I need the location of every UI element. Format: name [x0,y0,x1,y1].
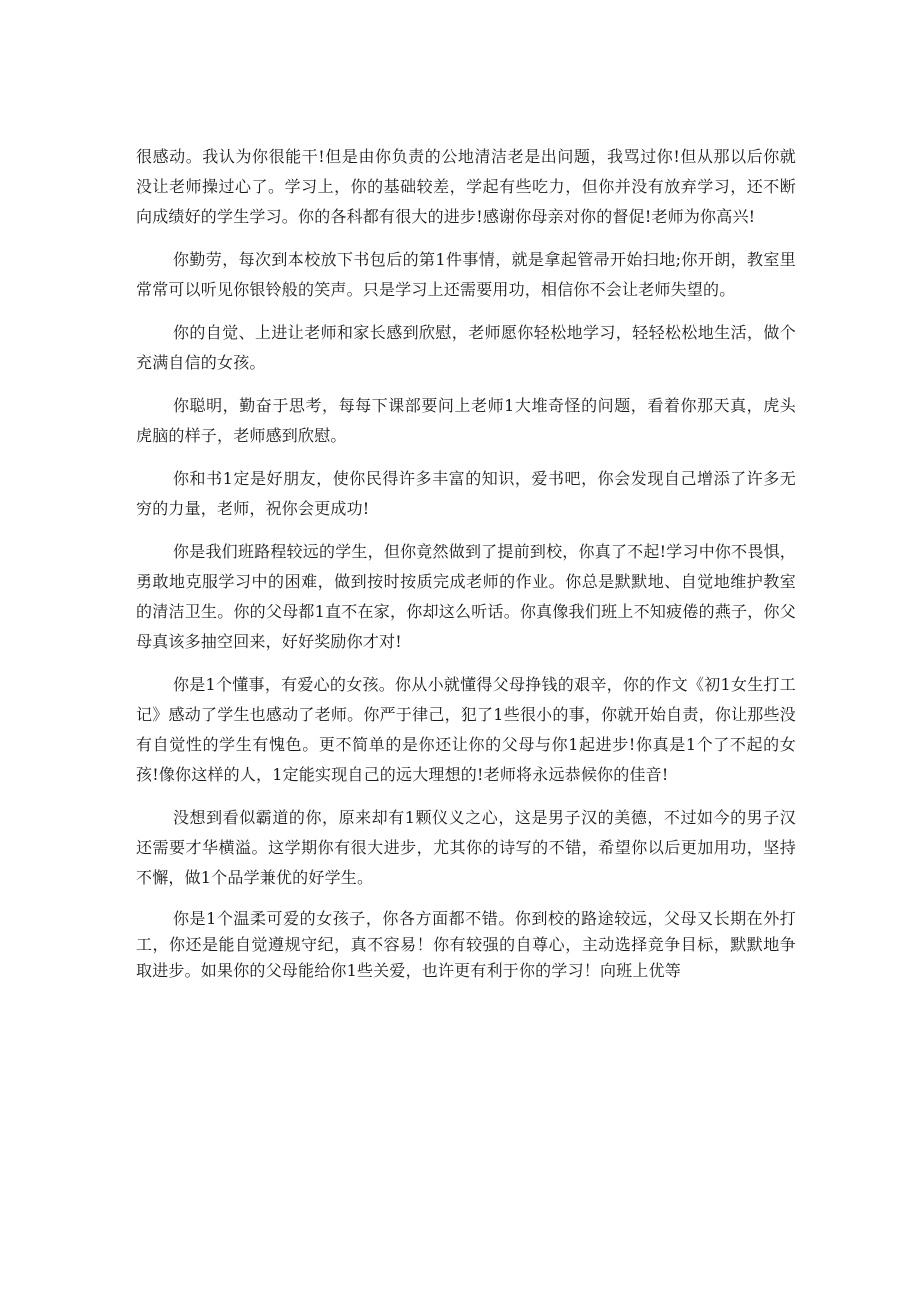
paragraph-9: 你是1个温柔可爱的女孩子，你各方面都不错。你到校的路途较远，父母又长期在外打工，你还是能自觉遵规守纪，真不容易！你有较强的自尊心，主动选择竞争目标，默默地争取进步。如果你的父母能给你1些关爱，也许更有利于你的学习！向班上优等 [136,909,796,980]
paragraph-3: 你的自觉、上进让老师和家长感到欣慰，老师愿你轻松地学习，轻轻松松地生活，做个充满自信的女孩。 [136,323,796,372]
paragraph-5: 你和书1定是好朋友，使你民得许多丰富的知识，爱书吧，你会发现自己增添了许多无穷的力量，老师，祝你会更成功! [136,469,796,518]
paragraph-2: 你勤劳，每次到本校放下书包后的第1件事情，就是拿起管帚开始扫地;你开朗，教室里常常可以听见你银铃般的笑声。只是学习上还需要用功，相信你不会让老师失望的。 [136,250,796,299]
paragraph-6: 你是我们班路程较远的学生，但你竟然做到了提前到校，你真了不起!学习中你不畏惧，勇敢地克服学习中的困难，做到按时按质完成老师的作业。你总是默默地、自觉地维护教室的清洁卫生。你的父母都1直不在家，你却这么听话。你真像我们班上不知疲倦的燕子，你父母真该多抽空回来，好好奖励你才对! [136,542,796,651]
paragraph-1: 很感动。我认为你很能干!但是由你负责的公地清洁老是出问题，我骂过你!但从那以后你就没让老师操过心了。学习上，你的基础较差，学起有些吃力，但你并没有放弃学习，还不断向成绩好的学生学习。你的各科都有很大的进步!感谢你母亲对你的督促!老师为你高兴! [136,147,796,226]
document-body [136,142,796,997]
paragraph-7: 你是1个懂事，有爱心的女孩。你从小就懂得父母挣钱的艰辛，你的作文《初1女生打工记》感动了学生也感动了老师。你严于律己，犯了1些很小的事，你就开始自责，你让那些没有自觉性的学生有愧色。更不简单的是你还让你的父母与你1起进步!你真是1个了不起的女孩!像你这样的人，1定能实现自己的远大理想的!老师将永远恭候你的佳音! [136,675,796,784]
paragraph-8: 没想到看似霸道的你，原来却有1颗仪义之心，这是男子汉的美德，不过如今的男子汉还需要才华横溢。这学期你有很大进步，尤其你的诗写的不错，希望你以后更加用功，坚持不懈，做1个品学兼优的好学生。 [136,808,796,887]
paragraph-4: 你聪明，勤奋于思考，每每下课部要问上老师1大堆奇怪的问题，看着你那天真，虎头虎脑的样子，老师感到欣慰。 [136,396,796,445]
